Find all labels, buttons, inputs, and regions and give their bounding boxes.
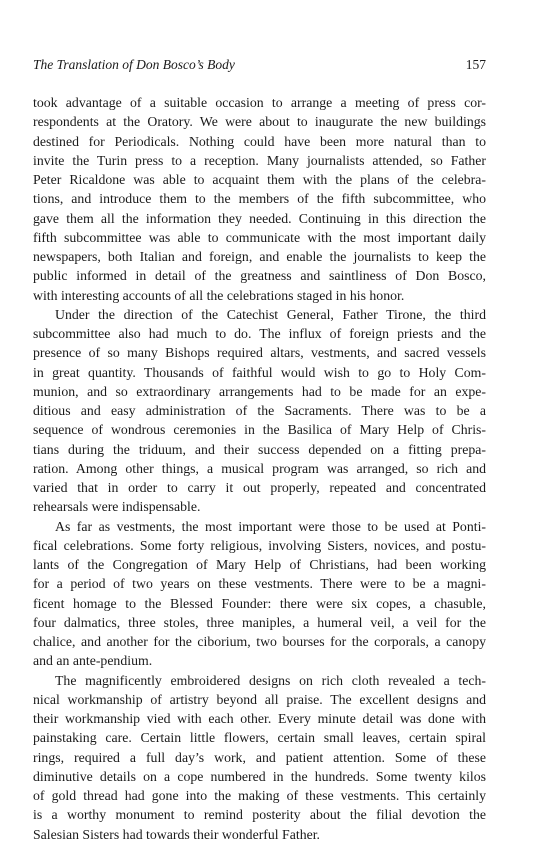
- text-line: lants of the Congregation of Mary Help of Christians, had been working: [33, 557, 486, 572]
- text-line: newspapers, both Italian and foreign, and enable the journalists to keep the: [33, 249, 486, 264]
- text-line: painstaking care. Certain little flowers, certain small leaves, certain spiral: [33, 730, 486, 746]
- text-line: munion, and so extraordinary arrangements had to be made for an expe-: [33, 383, 486, 399]
- text-line: Under the direction of the Catechist General, Father Tirone, the third: [55, 306, 486, 322]
- text-line: ficent homage to the Blessed Founder: there were six copes, a chasuble,: [33, 595, 486, 611]
- running-title: The Translation of Don Bosco’s Body: [33, 57, 235, 72]
- paragraph-third-subcommittee: [33, 305, 486, 517]
- text-line: tions, and introduce them to the members of the fifth subcommittee, who: [33, 191, 486, 207]
- paragraph-press-correspondents: [33, 93, 486, 305]
- text-line: fifth subcommittee was able to communicate with the most important daily: [33, 229, 486, 245]
- text-line: in great quantity. Thousands of faithful would wish to go to Holy Com-: [33, 364, 486, 380]
- text-line: took advantage of a suitable occasion to arrange a meeting of press cor-: [33, 95, 486, 110]
- text-line: ration. Among other things, a musical program was arranged, so rich and: [33, 460, 486, 476]
- text-line: varied that in order to carry it out properly, repeated and concentrated: [33, 480, 486, 495]
- text-line: tians during the triduum, and their success depended on a fitting prepa-: [33, 441, 486, 457]
- text-line: gave them all the information they needed. Continuing in this direction the: [33, 210, 486, 226]
- text-line: respondents at the Oratory. We were about to inaugurate the new buildings: [33, 114, 486, 130]
- text-line: for a period of two years on these vestments. There were to be a magni-: [33, 576, 486, 592]
- text-line: of gold thread had gone into the making of these vestments. This certainly: [33, 788, 486, 803]
- text-line: subcommittee also had much to do. The influx of foreign priests and the: [33, 326, 486, 341]
- text-line: presence of so many Bishops required altars, vestments, and sacred vessels: [33, 345, 486, 361]
- text-line: is a worthy monument to remind posterity about the filial devotion the: [33, 807, 486, 823]
- running-header: [33, 55, 486, 75]
- page-number: 157: [465, 57, 486, 72]
- text-line: Salesian Sisters had towards their wonderful Father.: [33, 826, 320, 842]
- text-line: Peter Ricaldone was able to acquaint them with the plans of the celebra-: [33, 172, 486, 187]
- text-line: with interesting accounts of all the celebrations staged in his honor.: [33, 287, 405, 303]
- paragraph-embroidered-designs: [33, 671, 486, 844]
- text-line: rehearsals were indispensable.: [33, 499, 201, 515]
- text-line: sequence of wondrous ceremonies in the Basilica of Mary Help of Chris-: [33, 422, 486, 438]
- text-line: invite the Turin press to a reception. Many journalists attended, so Father: [33, 152, 486, 168]
- text-line: chalice, and another for the ciborium, two bourses for the corporals, a canopy: [33, 634, 486, 649]
- text-line: destined for Periodicals. Nothing could have been more natural than to: [33, 133, 486, 149]
- text-line: nical workmanship of artistry beyond all praise. The excellent designs and: [33, 691, 486, 707]
- text-line: their workmanship vied with each other. Every minute detail was done with: [33, 711, 486, 726]
- text-line: four dalmatics, three stoles, three maniples, a humeral veil, a veil for the: [33, 614, 486, 630]
- text-line: diminutive details on a cope numbered in the hundreds. Some twenty kilos: [33, 768, 486, 784]
- text-line: As far as vestments, the most important were those to be used at Ponti-: [55, 518, 486, 534]
- text-line: rings, required a full day’s work, and patient attention. Some of these: [33, 749, 486, 765]
- text-line: The magnificently embroidered designs on rich cloth revealed a tech-: [55, 672, 486, 688]
- text-line: ditious and easy administration of the Sacraments. There was to be a: [33, 403, 486, 418]
- text-line: public informed in detail of the greatness and saintliness of Don Bosco,: [33, 268, 486, 284]
- text-line: fical celebrations. Some forty religious, involving Sisters, novices, and postu-: [33, 537, 486, 553]
- text-line: and an ante-pendium.: [33, 653, 153, 669]
- paragraph-vestments: [33, 517, 486, 671]
- body-text: [33, 93, 486, 844]
